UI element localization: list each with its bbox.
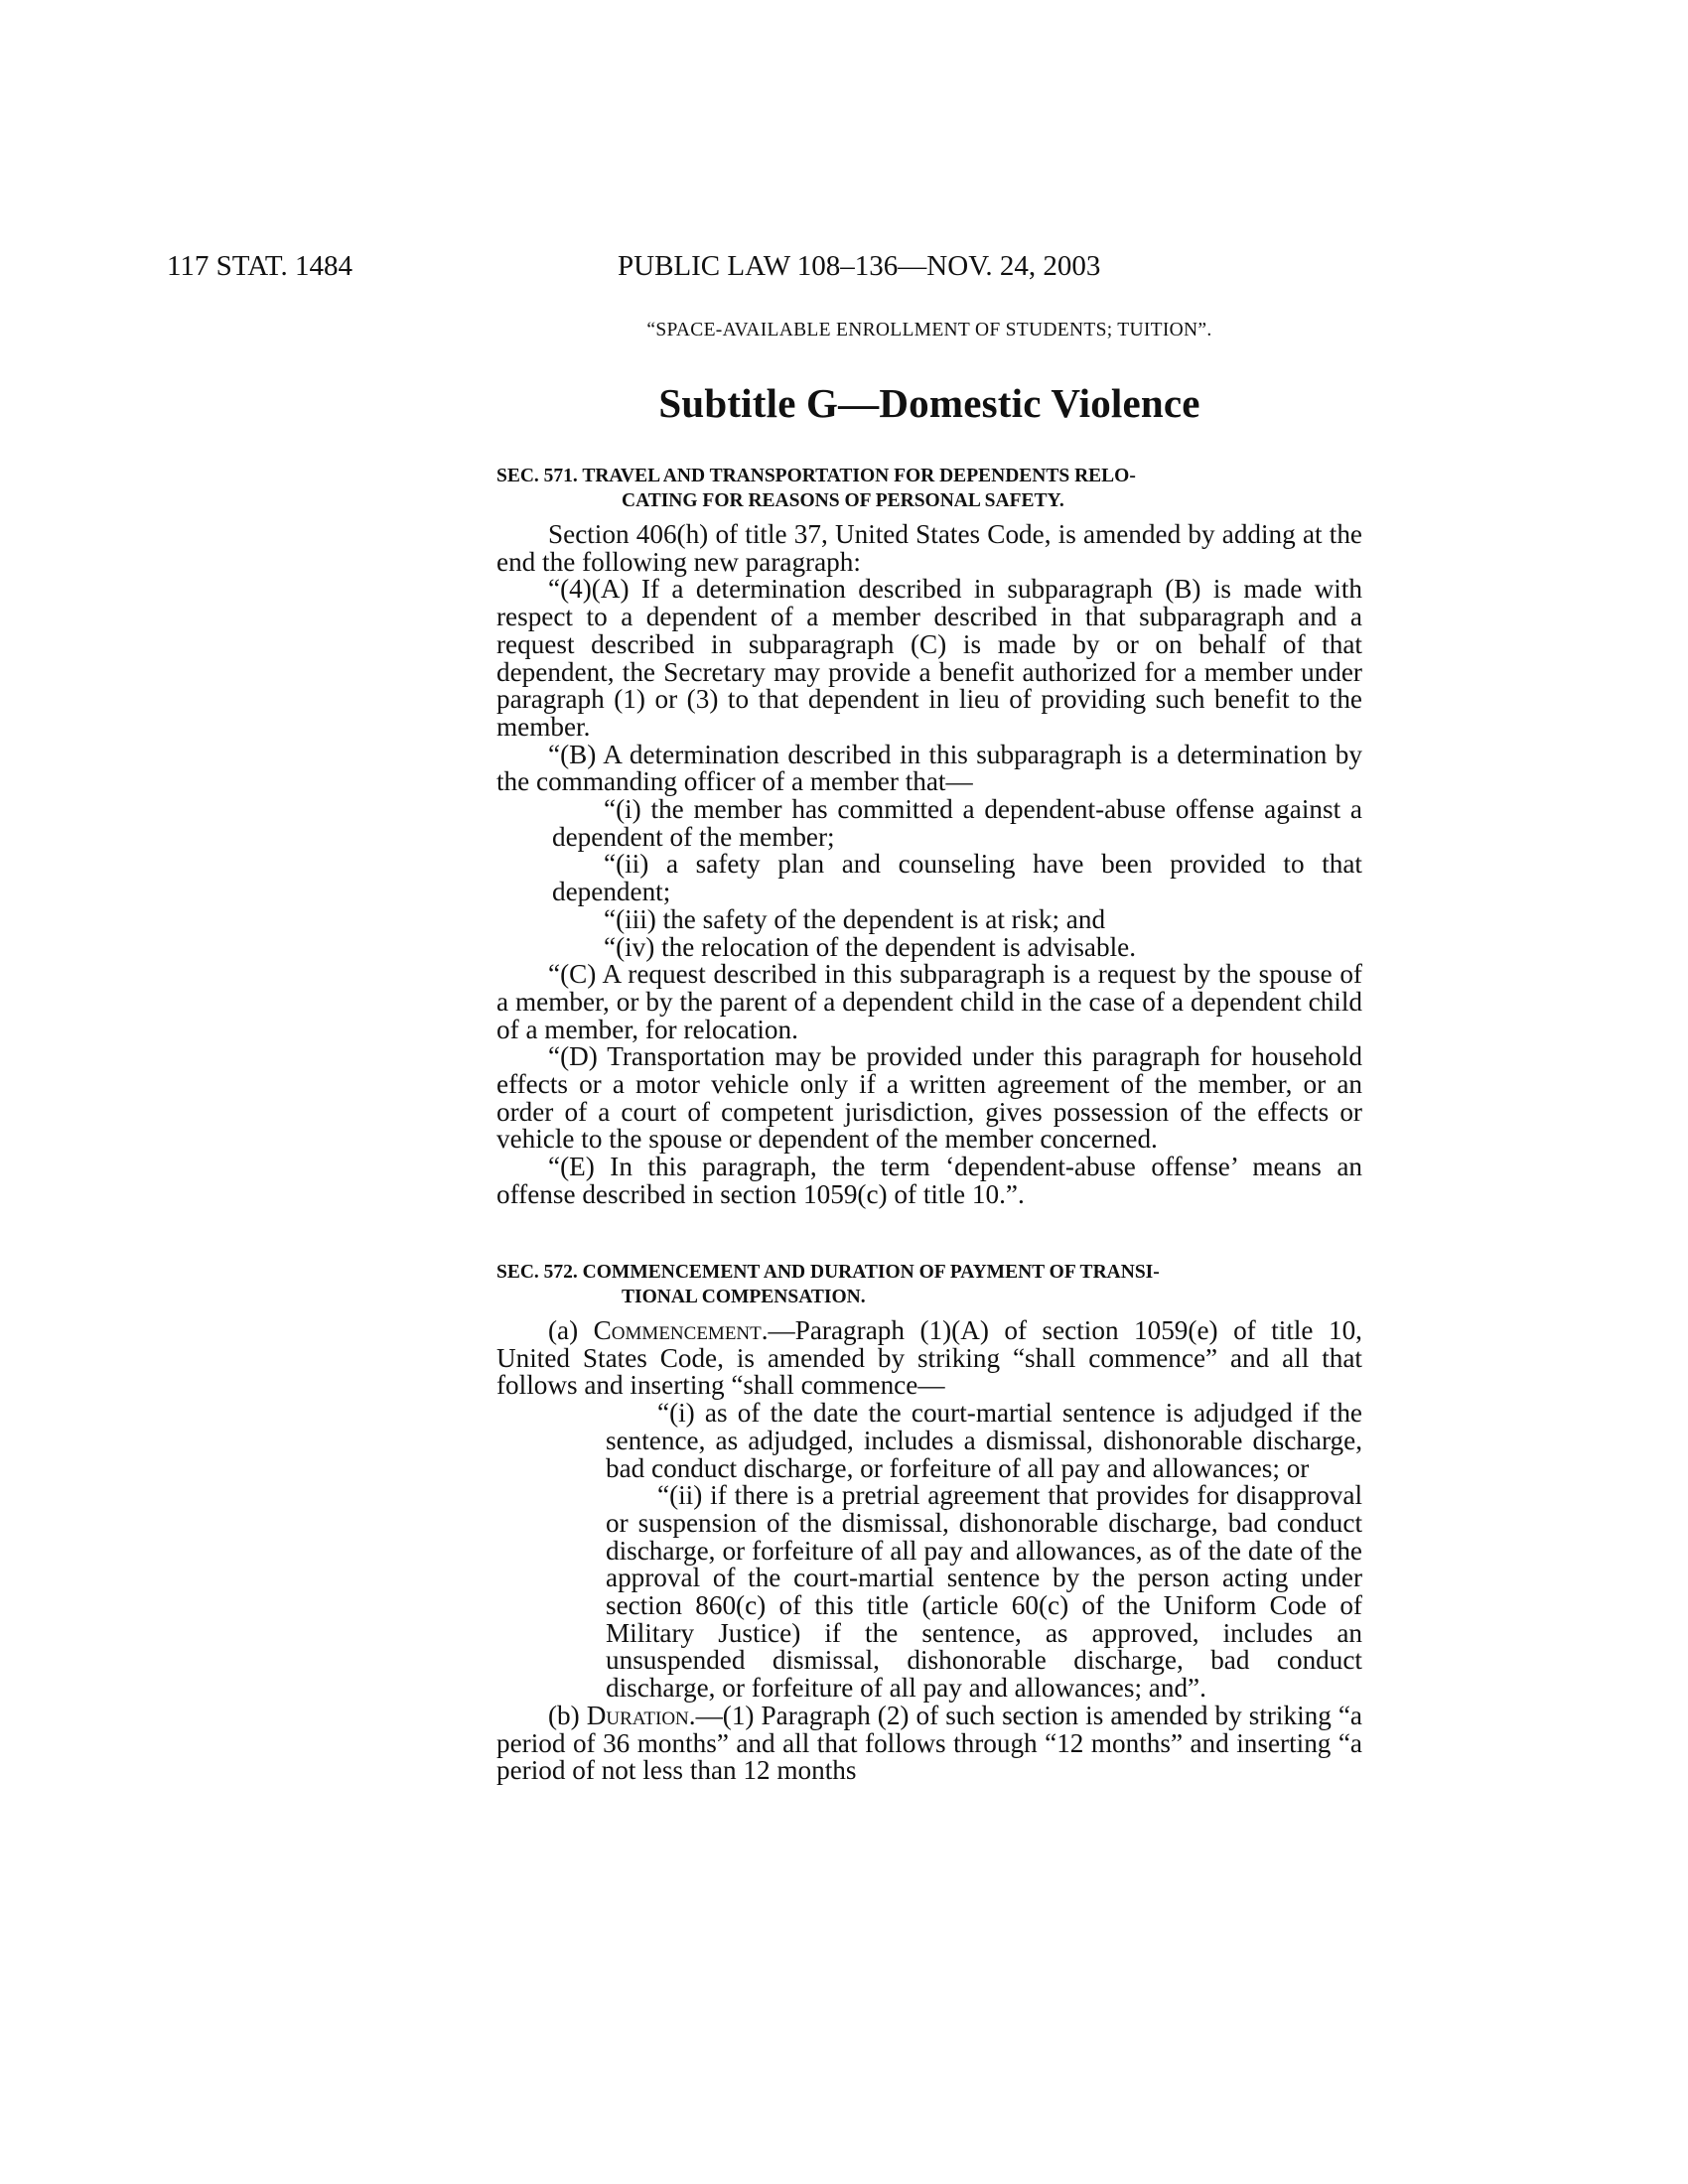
sec-571-clause-iii: “(iii) the safety of the dependent is at risk; and — [604, 903, 1106, 934]
sec-572-subsection-a — [496, 1317, 1362, 1400]
sec-572-heading-line1: SEC. 572. COMMENCEMENT AND DURATION OF PAYMENT OF TRANSI- — [496, 1262, 1160, 1283]
running-header — [0, 246, 1688, 286]
subsection-b-text: .—(1) Paragraph (2) of such section is amended by striking “a period of 36 months” and all that follows through “12 months” and inserting “a period of not less than 12 months — [496, 1700, 1362, 1786]
sec-572-clause-i: “(i) as of the date the court-martial sentence is adjudged if the sentence, as adjudged, includes a dismissal, dishonorable discharge, bad conduct discharge, or forfeiture of all pay and allowances; or — [606, 1398, 1362, 1483]
public-law-reference: PUBLIC LAW 108–136—NOV. 24, 2003 — [618, 250, 1101, 282]
sec-571-heading — [496, 465, 1362, 513]
sec-571-subparagraph-c: “(C) A request described in this subparagraph is a request by the spouse of a member, or by the parent of a dependent child in the case of a dependent child of a member, for relocation. — [496, 959, 1362, 1044]
sec-571-body — [496, 521, 1362, 1209]
subsection-a-prefix: (a) — [548, 1315, 594, 1345]
sec-571-clause-iv: “(iv) the relocation of the dependent is advisable. — [604, 931, 1136, 962]
sec-571-subparagraph-e: “(E) In this paragraph, the term ‘dependent-abuse offense’ means an offense described in section 1059(c) of title 10.”. — [496, 1152, 1362, 1209]
sec-571-heading-line2: CATING FOR REASONS OF PERSONAL SAFETY. — [622, 489, 1064, 511]
sec-571-clause-ii: “(ii) a safety plan and counseling have been provided to that dependent; — [552, 849, 1362, 907]
subtitle-heading: Subtitle G—Domestic Violence — [658, 380, 1200, 426]
sec-571-heading-line1: SEC. 571. TRAVEL AND TRANSPORTATION FOR DEPENDENTS RELO- — [496, 466, 1136, 486]
sec-572-heading-line2: TIONAL COMPENSATION. — [622, 1286, 866, 1307]
sec-572-heading — [496, 1261, 1362, 1309]
sec-571-paragraph-4a: “(4)(A) If a determination described in subparagraph (B) is made with respect to a dependent of a member described in that subparagraph and a request described in subparagraph (C) is made by or on behalf of that dependent, the Secretary may provide a benefit authorized for a member under paragraph (1) or (3) to that dependent in lieu of providing such benefit to the member. — [496, 574, 1362, 742]
sec-571-subparagraph-b: “(B) A determination described in this subparagraph is a determination by the commanding officer of a member that— — [496, 739, 1362, 797]
subsection-b-prefix: (b) — [548, 1700, 587, 1730]
statute-page-reference: 117 STAT. 1484 — [167, 250, 352, 282]
sec-572-subsection-b — [496, 1700, 1362, 1786]
subsection-a-text: .—Paragraph (1)(A) of section 1059(e) of title 10, United States Code, is amended by striking “shall commence” and all that follows and inserting “shall commence— — [496, 1315, 1362, 1401]
sec-571-subparagraph-d: “(D) Transportation may be provided under this paragraph for household effects or a motor vehicle only if a written agreement of the member, or an order of a court of competent jurisdiction, gives possession of the effects or vehicle to the spouse or dependent of the member concerned. — [496, 1041, 1362, 1155]
subsection-b-label: Duration — [586, 1700, 689, 1730]
subsection-a-label: Commencement — [593, 1315, 762, 1345]
previous-section-heading: “SPACE-AVAILABLE ENROLLMENT OF STUDENTS; TUITION”. — [646, 320, 1212, 341]
sec-572-clause-ii: “(ii) if there is a pretrial agreement that provides for disapproval or suspension of the dismissal, dishonorable discharge, bad conduct discharge, or forfeiture of all pay and allowances, as of the date of the approval of the court-martial sentence by the person acting under section 860(c) of this title (article 60(c) of the Uniform Code of Military Justice) if the sentence, as approved, includes an unsuspended dismissal, dishonorable discharge, bad conduct discharge, or forfeiture of all pay and allowances; and”. — [606, 1480, 1362, 1704]
sec-572-body — [496, 1317, 1362, 1785]
sec-571-intro: Section 406(h) of title 37, United States Code, is amended by adding at the end the following new paragraph: — [496, 519, 1362, 577]
sec-571-clause-i: “(i) the member has committed a dependent-abuse offense against a dependent of the member; — [552, 794, 1362, 852]
